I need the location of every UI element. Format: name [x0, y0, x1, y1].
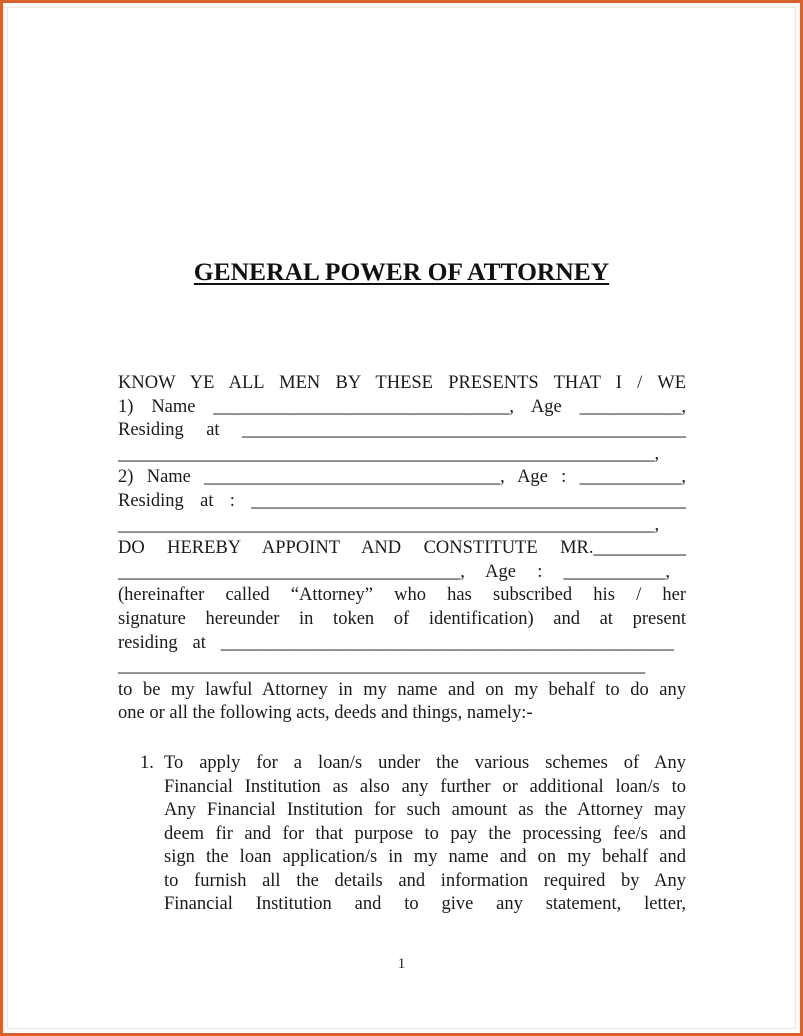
acts-deeds-line: one or all the following acts, deeds and things, namely:- — [118, 703, 533, 724]
document-body — [118, 372, 686, 917]
list-item-line: to furnish all the details and information required by Any — [164, 870, 686, 891]
attorney-age-line: _____________________________________, Age : ___________, — [118, 561, 670, 582]
signature-line: signature hereunder in token of identification) and at present — [118, 608, 686, 629]
document-title: GENERAL POWER OF ATTORNEY — [193, 257, 610, 286]
residing-2-line: Residing at : _______________________________________________ — [118, 490, 686, 511]
residing-1-continuation-line: __________________________________________________________, — [118, 443, 660, 464]
residing-2-continuation-line: __________________________________________________________, — [118, 514, 660, 535]
residing-attorney-line: residing at _________________________________________________ — [118, 632, 674, 653]
intro-line: KNOW YE ALL MEN BY THESE PRESENTS THAT I / WE — [118, 373, 686, 393]
list-item-number: 1. — [140, 752, 154, 773]
lawful-attorney-line: to be my lawful Attorney in my name and on my behalf to do any — [118, 679, 686, 700]
list-item-line: Financial Institution and to give any statement, letter, — [164, 894, 686, 915]
list-item — [118, 752, 686, 917]
hereinafter-line: (hereinafter called “Attorney” who has subscribed his / her — [118, 585, 686, 606]
list-item-line: To apply for a loan/s under the various schemes of Any — [164, 752, 686, 773]
page-number: 1 — [397, 956, 406, 972]
list-item-line: deem fir and for that purpose to pay the processing fee/s and — [164, 823, 686, 844]
list-item-line: sign the loan application/s in my name and on my behalf and — [164, 847, 686, 868]
residing-1-line: Residing at ________________________________________________ — [118, 420, 686, 441]
list-item-line: Any Financial Institution for such amount as the Attorney may — [164, 800, 686, 821]
name-1-line: 1) Name ________________________________, Age ___________, — [118, 396, 686, 417]
residing-attorney-continuation-line: _________________________________________________________ — [118, 656, 646, 677]
appoint-line: DO HEREBY APPOINT AND CONSTITUTE MR.__________ — [118, 538, 686, 559]
list-item-line: Financial Institution as also any further or additional loan/s to — [164, 776, 686, 797]
name-2-line: 2) Name ________________________________, Age : ___________, — [118, 467, 686, 488]
